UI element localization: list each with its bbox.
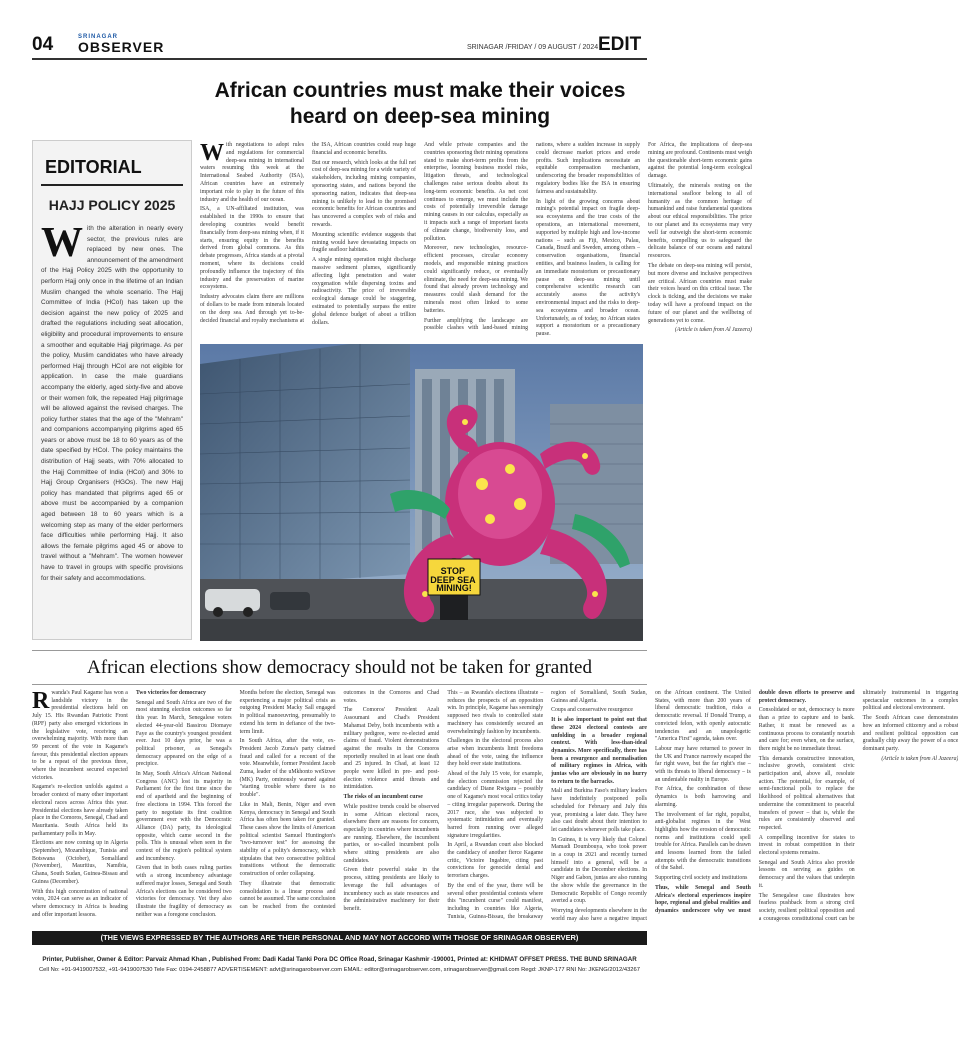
article2-byline: (Article is taken from Al Jazeera) [881, 755, 958, 762]
editorial-text: ith the alteration in nearly every sector, the previous rules are replaced by new ones. The announcement of the amendment of the Hajj Policy 2025 with the opportunity to perform Hajj only once in the lifetime of an Indian Muslim changed the whole scenario. The Hajj Committee of India (HCoI) has taken up the decision against the new policy of 2025 and drafted the regulations including seat allocation, eligibility and procedural improvements to ensure a smoother and equitable Hajj pilgrimage. As per the policy, Muslim candidates who have already performed Hajj through HCoI are not eligible for application. In case the male guardians accompany the elderly, aged sixty-five and above or their women folk, the repeated Hajj pilgrimage will be allowed against the revised charges. The policy further states that the age of the "Mehram" and companions accompanying pilgrims aged 65 years or above must be 18 to 60 years as of the date specified by HCoI. The policy maintains the distribution of Hajj seats, with 70% allocated to the Hajj Committee of India (HCoI) and 30% to Hajj Group Organisers (HGOs). The new Hajj policy has mandated that pilgrims aged 65 or above must be accompanied by a companion aged between 18 to 60 years which is a welcoming step as many of the elder performers face difficulties while performing Hajj. It also allows the female pilgrims aged 45 or above to travel without a "Mehram". The women however have to travel in groups with specific provisions for their safety and accommodations. [41, 225, 183, 582]
article2-paragraph: Elections are now coming up in Algeria (September), Mozambique, Tunisia and Botswana (October), Somaliland (November), Mauritius, Namibia, Ghana, South Sudan, Guinea-Bissau and Guinea (December). [32, 840, 128, 885]
sign-line-3: MINING! [436, 583, 472, 593]
article2-paragraph: Supporting civil society and institutions [654, 875, 748, 882]
editorial-box [32, 140, 192, 640]
contact-line: Cell No: +91-9419007532, +91-9419007530 Tele Fax: 0194-2458877 ADVERTISEMENT: advt@srinagarobserver.com EMAIL: editor@srinagarobserver.com, srinagarobserver@gmail.com Regd: JKNP-177 RNI No: JKENG/2012/43267 [39, 967, 640, 973]
article-paragraph: Further amplifying the landscape are possible clashes with land-based mining nations, where a sudden increase in supply could decrease market prices and erode profits. Such implications necessitate an equitable compensation mechanism, underscoring the broader responsibilities of regulatory bodies like the ISA in ensuring fairness and sustainability. [424, 142, 640, 332]
sign-line-1: STOP [440, 566, 465, 576]
article-paragraph: With negotiations to adopt rules and regulations for commercial deep-sea mining in international waters resuming this week at the International Seabed Authority (ISA), African countries have an extremely important role to play in the future of this industry and the health of our ocean. [200, 140, 304, 203]
article-body [200, 140, 753, 340]
article-paragraph: The debate on deep-sea mining will persist, but more diverse and inclusive perspectives are critical. African countries must make their voices heard on this critical issue. The clock is ticking, and the decisions we make today will have a profound impact on the future of our planet and the wellbeing of generations yet to come. [648, 262, 752, 324]
article2-paragraph: Consolidated or not, democracy is more than a prize to capture and to bank. Rather, it must be renewed as a continuous process to constantly nourish and care for; even when, on the surface, there might be no immediate threat. [758, 707, 855, 752]
article2-paragraph: A compelling incentive for states to invest in robust competition in their electoral systems remains. [758, 834, 855, 857]
article-paragraph: And while private companies and the countries sponsoring their mining operations stand to make short-term profits from the enterprise, looming business model risks, litigation threats, and technological challenges raise serious doubts about its long-term economic benefits. As net cost continues to emerge, we must include the costs of potentially irreversible damage mining causes in our calculus, especially as it impacts such a range of important facets of climate change, biodiversity loss, and pollution. [424, 142, 528, 242]
editorial-dropcap: W [41, 220, 83, 266]
article-paragraph: A single mining operation might discharge massive sediment plumes, significantly affecting light penetration and water oxygenation while dispersing toxins and radioactivity. The price of irreversible ecological damage could be staggering, estimated to potentially surpass the entire global defence budget of about a trillion dollars. [312, 257, 416, 326]
article-paragraph: Moreover, new technologies, resource-efficient processes, circular economy models, and responsible mining practices could significantly reduce, or eventually eliminate, the need for deep-sea mining. We found that already proven technology and measures could slash demand for the minerals most often linked to some batteries. [424, 245, 528, 314]
article2-body [32, 688, 958, 927]
article2-paragraph: With this high concentration of national votes, 2024 can serve as an indicator of where democracy in Africa is heading and offer important lessons. [32, 888, 128, 918]
sign-line-2: DEEP SEA [430, 575, 476, 585]
section-rule-top [32, 650, 647, 651]
article2-paragraph: Senegal and South Africa also provide lessons on serving as guides on democracy and the values that underpin it. [758, 859, 855, 889]
header-rule [32, 58, 647, 60]
dateline: SRINAGAR /FRIDAY / 09 AUGUST / 2024 [467, 44, 599, 51]
article-paragraph: ISA, a UN-affiliated institution, was established in the 1990s to ensure that developing countries would benefit financially from deep-sea mining when, if it starts, ensuring equity in the benefits derived from global commons. As this debate progresses, Africa stands at a pivotal moment, where its decisions could profoundly influence the trajectory of this industry and the preservation of marine ecosystems. [200, 206, 304, 291]
article-paragraph: Mounting scientific evidence suggests that mining would have devastating impacts on fragile seafloor habitats. [312, 231, 416, 254]
brand-top: SRINAGAR [78, 34, 119, 40]
article2-paragraph: Senegal and South Africa are two of the most stunning election outcomes so far this year. In March, Senegalese voters elected 44-year-old Bassirou Diomaye Faye as the country's youngest president ever. Just 10 days prior, he was a political prisoner, as Senegal's democracy appeared on the edge of a precipice. [135, 699, 232, 768]
brand-logo [78, 34, 165, 56]
article2-paragraph: Given that in both cases ruling parties with a strong incumbency advantage suffered major losses, Senegal and South Africa's elections can be considered two victories for democracy. Yet they also illustrate the fragility of democracy as neither was a foregone conclusion. [135, 865, 232, 918]
article2-paragraph: In South Africa, after the vote, ex-President Jacob Zuma's party claimed fraud and called for a recount of the vote. Meanwhile, former President Jacob Zuma, leader of the uMkhonto weSizwe (MK) Party, ominously warned against "starting trouble where there is no trouble". [239, 738, 336, 799]
article2-paragraph: Mali and Burkina Faso's military leaders have indefinitely postponed polls scheduled for February and July this year, promising a later date. They have also cast doubt about their intention to let candidates whenever polls take place. [551, 788, 647, 833]
article2-paragraph: Like in Mali, Benin, Niger and even Kenya, democracy in Senegal and South Africa has often been taken for granted. These cases show the limits of American political scientist Samuel Huntington's "two-turnover test" for assessing the stability of a polity's democracy, which stipulates that two consecutive political transitions without the democratic construction of order collapsing. [239, 801, 336, 878]
section-rule-bottom [32, 684, 647, 685]
article2-subhead: Two victories for democracy [135, 690, 206, 696]
article-paragraph: But our research, which looks at the full net cost of deep-sea mining for a wide variety of stakeholders, including mining companies, sponsoring states, and nations beyond the sponsoring nation, indicates that deep-sea mining is unlikely to lead to the promised economic benefits for African countries and has uncovered a complex web of risks and rewards. [312, 159, 416, 228]
masthead [0, 0, 680, 58]
protest-photo-illustration [200, 344, 643, 641]
editorial-rule [41, 184, 183, 186]
article2-paragraph: Coups and conservative resurgence [551, 707, 633, 714]
brand-main: OBSERVER [78, 39, 165, 55]
article2-subhead: It is also important to point out that these 2024 electoral contests are unfolding in a broader regional context. With less-than-ideal dynamics. More specifically, there has been a resurgence and normalisation of military regimes in Africa, with juntas who are obviously in no hurry to return to the barracks. [551, 717, 647, 785]
article-headline: African countries must make their voices heard on deep-sea mining [214, 79, 626, 128]
article2-paragraph: They illustrate that democratic consolidation is a linear process and cannot be assumed. The same conclusion can be reached from the contested outcomes in the Comoros and Chad votes. [239, 690, 440, 910]
article2-paragraph: Kagame's re-election unfolds against a broader context of many other important electoral races across Africa this year. Presidential elections have already taken place in the Comoros, Senegal, Chad and Mauritania. South Africa held its parliamentary polls in May. [32, 784, 128, 837]
article2-paragraph: Given their powerful stake in the process, sitting presidents are likely to leverage the full advantages of incumbency such as state resources and the administrative machinery for their benefit. [343, 867, 440, 912]
article2-subhead: Thus, while Senegal and South Africa's electoral experiences inspire hope, regional and global realities and dynamics underscore why we must double down efforts to preserve and protect democracy. [654, 690, 855, 914]
article-byline: (Article is taken from Al Jazeera) [674, 327, 752, 334]
article2-subhead: The risks of an incumbent curse [343, 794, 423, 801]
section-label: EDIT [598, 34, 642, 55]
article-photo [200, 344, 643, 641]
article2-dropcap: R [32, 688, 50, 714]
article2-paragraph: In April, a Rwandan court also blocked the candidacy of another fierce Kagame critic, Victoire Ingabire, citing past convictions for genocide denial and terrorism charges. [447, 842, 544, 880]
editorial-body [41, 220, 183, 584]
article2-paragraph: In Guinea, it is very likely that Colonel Mamadi Doumbouya, who took power in a coup in 2021 and recently turned himself into a general, will be a candidate in the December elections. In Niger and Gabon, juntas are also running the show while the governance in the Democratic Republic of Congo recently averted a coup. [551, 836, 647, 905]
article2-paragraph: The Senegalese case illustrates how fearless pushback from a strong civil society, resilient political opposition and a courageous constitutional court can be ultimately instrumental in triggering spectacular outcomes in a complex political and electoral environment. [758, 690, 958, 922]
article2-paragraph: The Comoros' President Azali Assoumani and Chad's President Mahamat Deby, both incumbents with a military pedigree, were re-elected amid claims of fraud. Violent demonstrations against the results in the Comoros reportedly resulted in at least one death and 25 injured. In Chad, at least 12 people were killed in pre- and post-election violence amid threats and intimidation. [343, 707, 440, 791]
imprint-line: Printer, Publisher, Owner & Editor: Parvaiz Ahmad Khan , Published From: Dadi Kadal Tanki Pora DC Office Road, Srinagar Kashmir -190001, Printed at: KHIDMAT OFFSET PRESS. THE BUND SRINAGAR [42, 956, 637, 963]
article2-paragraph: Rwanda's Paul Kagame has won a landslide victory in the presidential elections held on July 15. His Rwandan Patriotic Front (RPF) party also emerged victorious in the legislative vote, receiving an overwhelming majority. With more than 99 percent of the vote in Kagame's favour, this presidential election appears to be a repeat of the previous three, where the incumbent secured expected victories. [32, 688, 128, 781]
editorial-label: EDITORIAL [45, 157, 142, 177]
article2-paragraph: By the end of the year, there will be several other presidential contests where this "incumbent curse" could manifest, including in countries like Algeria, Tunisia, Guinea-Bissau, the breakaway region of Somaliland, South Sudan, Guinea and Algeria. [447, 690, 647, 920]
article-paragraph: For Africa, the implications of deep-sea mining are profound. Continents must weigh the questionable short-term economic gains against the potential long-term ecological damage. [648, 142, 753, 180]
article2-paragraph: Challenges in the electoral process also arise when incumbents limit freedoms ahead of the vote, using the influence they hold over state institutions. [447, 738, 544, 768]
article-paragraph: Industry advocates claim there are millions of dollars to be made from minerals located on the deep sea. And through yet to-be-decided financial and royalty mechanisms at the ISA, African countries could reap huge financial and economic benefits. [200, 142, 416, 324]
article-paragraph: Ultimately, the minerals resting on the international seafloor belong to all of humanity as the common heritage of humankind and raise fundamental questions about our ethical responsibilities. The price to our planet and its ecosystems may very well far outweigh the short-term economic benefits, compelling us to safeguard the delicate balance of our oceans and natural resources. [648, 182, 752, 260]
article2-paragraph: Months before the election, Senegal was experiencing a major political crisis as outgoing President Macky Sall engaged in political manoeuvring, presumably to extend his term in defiance of the two-term limit. [239, 690, 336, 735]
article-dropcap: W [200, 140, 224, 166]
article2-paragraph: This demands constructive innovation, inclusive growth, consistent civic participation and, above all, resolute action. The potential, for example, of semi-functional polls to replace the likelihood of political alternatives that undermine the commitment to peaceful transfers of power – that is, while the rules are consistently observed and respected. [758, 755, 855, 831]
article2-paragraph: The involvement of far right, populist, anti-globalist regimes in the West highlights how the erosion of democratic norms and institutions could spell trouble for Africa. Parallels can be drawn and lessons learned from the failed attempts with the democratic transitions of the Sahel. [654, 811, 751, 872]
article2-paragraph: While positive trends could be observed in some African electoral races, elsewhere there are reasons for concern, especially in countries where incumbents are running. Elsewhere, the incumbent parties, or so-called incumbent polls where sitting presidents are also candidates. [343, 803, 440, 864]
editorial-title: HAJJ POLICY 2025 [48, 197, 176, 213]
article2-paragraph: Ahead of the July 15 vote, for example, the election commission rejected the candidacy of Diane Rwigara – possibly one of Kagame's most vocal critics today – citing irregular paperwork. During the 2017 race, she was subjected to systematic intimidation and eventually barred from running over alleged signature irregularities. [447, 771, 544, 839]
article2-paragraph: The South African case demonstrates how an informed citizenry and a robust and resilient political opposition can gradually chip away the power of a once dominant party. [862, 715, 958, 752]
disclaimer-bar: (THE VIEWS EXPRESSED BY THE AUTHORS ARE THEIR PERSONAL AND MAY NOT ACCORD WITH THOSE OF SRINAGAR OBSERVER) [32, 931, 647, 945]
article2-paragraph: Worrying developments elsewhere in the world may also have a negative impact on the African continent. The United States, with more than 200 years of liberal democratic tradition, risks a democratic reversal. If Donald Trump, a convicted felon, with openly autocratic tendencies and an unapologetic "America First" agenda, takes over. [551, 690, 751, 922]
article2-headline: African elections show democracy should not be taken for granted [87, 657, 592, 678]
article2-paragraph: Labour may have returned to power in the UK and France narrowly escaped the far right wave, but the far right's rise – with its threats to liberal democracy – is an undeniable reality in Europe. [654, 745, 751, 783]
article-paragraph: In light of the growing concerns about mining's potential impact on fragile deep-sea ecosystems and the true costs of the operations, an international movement, supported by multiple high and low-income nations – such as Fiji, Mexico, Palau, Canada, Brazil and Sweden, among others – conservation organisations, financial entities, and business leaders, is calling for an immediate moratorium or precautionary pause on deep-sea mining until comprehensive scientific research can accurately assess the activity's environmental impact and the risks to deep-sea ecosystems and broader ocean. Unfortunately, as of today, no African states support a moratorium or a precautionary pause. [536, 198, 640, 338]
page-number: 04 [32, 34, 54, 55]
article2-paragraph: For Africa, the combination of these dynamics is both harrowing and alarming. [654, 786, 751, 808]
article2-paragraph: This – as Rwanda's elections illustrate – reduces the prospects of an opposition win. In principle, Kagame has seemingly supposed two rivals to controlled state machinery has consistently secured an overwhelmingly fashion by incumbents. [447, 690, 544, 735]
article2-paragraph: In May, South Africa's African National Congress (ANC) lost its majority in Parliament for the first time since the end of apartheid and the beginning of free elections in 1994. This forced the party to negotiate its first coalition government ever with the Democratic Alliance (DA) party, its ideological opposite, which came second in the polls. This is unusual when seen in the context of the region's political system and incumbency. [135, 771, 232, 862]
